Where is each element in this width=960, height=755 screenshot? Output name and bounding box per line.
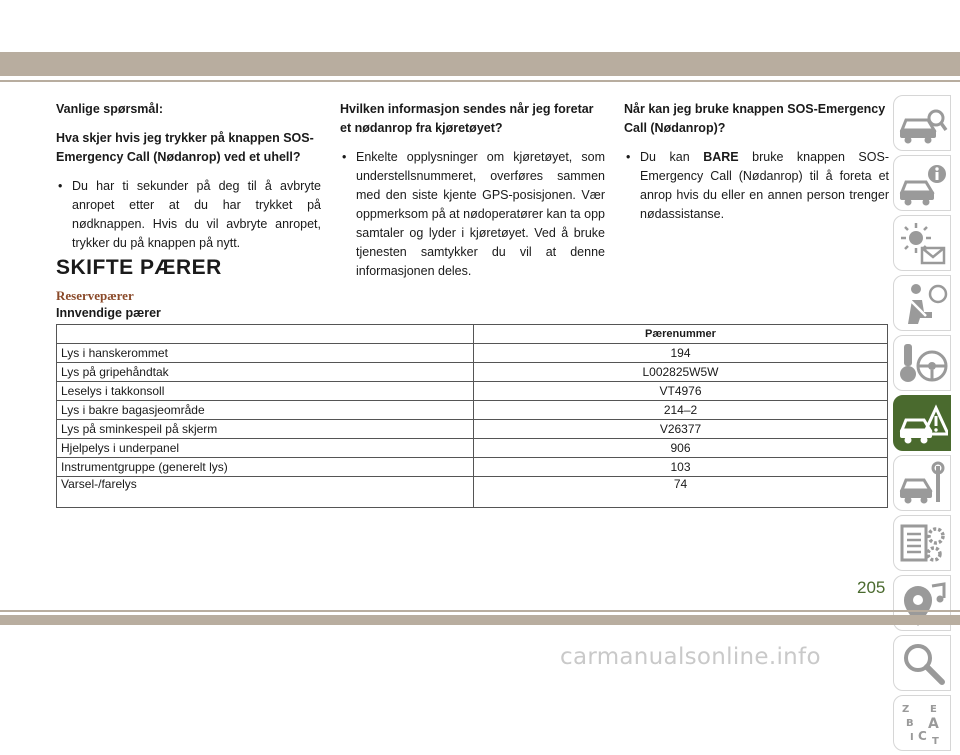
watermark: carmanualsonline.info xyxy=(560,644,821,670)
footer-band xyxy=(0,615,960,625)
index-letter-t: T xyxy=(932,736,939,747)
row-value: V26377 xyxy=(474,420,888,439)
row-label: Lys i hanskerommet xyxy=(57,344,474,363)
row-value: 906 xyxy=(474,439,888,458)
index-letter-a: A xyxy=(928,716,939,732)
warning-light-mail-icon xyxy=(898,220,948,268)
chapter-tabs xyxy=(893,95,953,755)
row-label: Lys i bakre bagasjeområde xyxy=(57,401,474,420)
header-empty-cell xyxy=(57,325,474,344)
tab-search[interactable] xyxy=(893,635,951,691)
table-row xyxy=(57,458,888,477)
table-row xyxy=(57,382,888,401)
section-title: SKIFTE PÆRER xyxy=(56,256,222,279)
index-letter-b: B xyxy=(906,718,914,729)
faq-answer-1: • Du har ti sekunder på deg til å avbryte anropet etter at du har trykket på nødknappen. Hvis du vil avbryte anropet, trykker du på knappen på nytt. xyxy=(56,177,321,253)
airbag-seatbelt-icon xyxy=(898,280,948,328)
table-row xyxy=(57,344,888,363)
tab-car-info[interactable] xyxy=(893,155,951,211)
faq-question-3: Når kan jeg bruke knappen SOS-Emergency Call (Nødanrop)? xyxy=(624,102,886,135)
index-letter-e: E xyxy=(930,704,937,715)
row-label: Hjelpelys i underpanel xyxy=(57,439,474,458)
row-value: 194 xyxy=(474,344,888,363)
faq-answer-2: • Enkelte opplysninger om kjøretøyet, som understellsnummeret, overføres sammen med den siste kjente GPS-posisjonen. Vær oppmerksom på at nødoperatører kan ta opp samtaler og lyder i kjøretøyet. Ved å bruke tjenesten samtykker du vil at denne informasjonen deles. xyxy=(340,148,605,281)
page-number: 205 xyxy=(857,578,886,597)
faq-column-3 xyxy=(624,100,889,224)
index-letter-c: C xyxy=(918,729,927,743)
answer-3-pre: Du kan xyxy=(640,150,704,164)
row-label: Instrumentgruppe (generelt lys) xyxy=(57,458,474,477)
row-value: VT4976 xyxy=(474,382,888,401)
car-search-icon xyxy=(898,100,948,148)
subsection-title: Reservepærer xyxy=(56,288,134,303)
row-label: Leselys i takkonsoll xyxy=(57,382,474,401)
tab-car-search[interactable] xyxy=(893,95,951,151)
row-label: Lys på gripehåndtak xyxy=(57,363,474,382)
answer-3-post: bruke knappen SOS-Emergency Call (Nødanrop) til å foreta et anrop hvis du eller en annen person trenger nødassistanse. xyxy=(640,150,889,221)
tab-key-steering[interactable] xyxy=(893,335,951,391)
answer-3-bold: BARE xyxy=(703,150,739,164)
car-info-icon xyxy=(898,160,948,208)
index-letter-i: I xyxy=(910,732,914,743)
index-letter-z: Z xyxy=(902,704,910,715)
footer-rule xyxy=(0,610,960,612)
row-value: 103 xyxy=(474,458,888,477)
tab-car-tools[interactable] xyxy=(893,455,951,511)
car-emergency-icon xyxy=(898,400,948,448)
key-steering-wheel-icon xyxy=(898,340,948,388)
faq-answer-3 xyxy=(624,148,889,224)
header-bulb-number: Pærenummer xyxy=(474,325,888,344)
table-row xyxy=(57,363,888,382)
table-title: Innvendige pærer xyxy=(56,306,161,320)
tab-emergency[interactable] xyxy=(893,395,951,451)
row-label: Lys på sminkespeil på skjerm xyxy=(57,420,474,439)
car-tools-icon xyxy=(898,460,948,508)
table-row xyxy=(57,420,888,439)
faq-column-2 xyxy=(340,100,605,281)
tab-checklist[interactable] xyxy=(893,515,951,571)
row-value: L002825W5W xyxy=(474,363,888,382)
tab-airbag-seatbelt[interactable] xyxy=(893,275,951,331)
checklist-gears-icon xyxy=(898,520,948,568)
header-rule xyxy=(0,80,960,82)
faq-column-1 xyxy=(56,100,321,253)
table-row xyxy=(57,401,888,420)
bulb-table xyxy=(56,324,888,508)
faq-heading: Vanlige spørsmål: xyxy=(56,102,163,116)
magnifier-icon xyxy=(898,640,948,688)
faq-question-1: Hva skjer hvis jeg trykker på knappen SOS-Emergency Call (Nødanrop) ved et uhell? xyxy=(56,131,314,164)
row-label: Varsel-/farelys xyxy=(57,477,474,508)
table-header-row xyxy=(57,325,888,344)
tab-warning-lights[interactable] xyxy=(893,215,951,271)
tab-index[interactable] xyxy=(893,695,951,751)
row-value: 74 xyxy=(474,477,888,508)
table-row xyxy=(57,439,888,458)
row-value: 214–2 xyxy=(474,401,888,420)
header-band xyxy=(0,52,960,76)
faq-question-2: Hvilken informasjon sendes når jeg foretar et nødanrop fra kjøretøyet? xyxy=(340,102,594,135)
table-row xyxy=(57,477,888,508)
index-letters-icon xyxy=(898,700,948,748)
